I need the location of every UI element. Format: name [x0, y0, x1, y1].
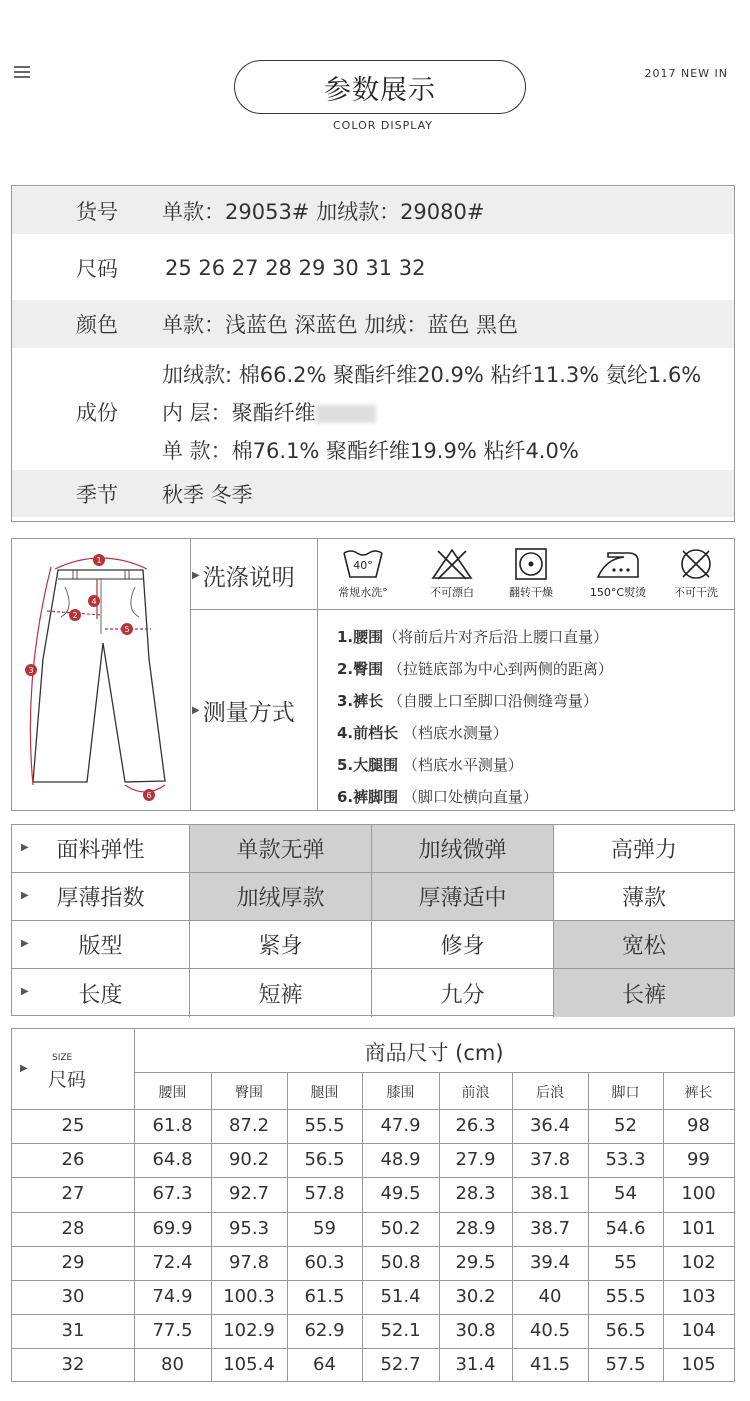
measure-item: 5.大腿围 （档底水平测量） [337, 756, 523, 774]
size-cell: 64.8 [152, 1149, 193, 1171]
attribute-option: 厚薄适中 [372, 873, 554, 921]
size-row-label: 30 [61, 1286, 85, 1307]
size-cell: 72.4 [152, 1251, 193, 1273]
size-column-header: 脚口 [611, 1085, 640, 1101]
attribute-label: ▶ 面料弹性 [12, 825, 190, 873]
no-dry-clean-icon [674, 547, 718, 581]
attribute-option: 单款无弹 [190, 825, 372, 873]
info-row-sku [12, 187, 734, 234]
attribute-row [12, 969, 734, 1017]
size-row-label: 25 [61, 1115, 85, 1136]
size-cell: 59 [313, 1217, 336, 1239]
measure-item: 1.腰围（将前后片对齐后沿上腰口直量） [337, 628, 609, 646]
new-in-badge: 2017 NEW IN [644, 67, 728, 80]
size-cell: 29.5 [455, 1251, 496, 1273]
size-table [11, 1028, 735, 1382]
page-subtitle: COLOR DISPLAY [333, 119, 433, 132]
info-row-size [12, 243, 734, 293]
attribute-row [12, 825, 734, 873]
measure-item: 6.裤脚围 （脚口处横向直量） [337, 788, 538, 806]
size-column-header: 臀围 [235, 1085, 263, 1101]
attribute-label: ▶ 厚薄指数 [12, 873, 190, 921]
size-cell: 102 [681, 1251, 716, 1273]
size-cell: 30.8 [455, 1320, 496, 1342]
size-cell: 38.1 [529, 1183, 571, 1205]
size-cell: 55.5 [605, 1286, 646, 1307]
attribute-option: 短裤 [190, 969, 372, 1017]
attribute-row [12, 921, 734, 969]
size-cell: 56.5 [304, 1149, 345, 1171]
wash-label: 不可干洗 [674, 586, 718, 599]
diagram-mark: 4 [91, 597, 97, 606]
composition-line: 加绒款: 棉66.2% 聚酯纤维20.9% 粘纤11.3% 氨纶1.6% [162, 363, 702, 387]
size-cell: 61.5 [304, 1286, 345, 1307]
care-measure-box [11, 538, 735, 811]
size-column-header: 腿围 [310, 1085, 339, 1101]
size-cell: 105 [681, 1354, 716, 1376]
size-cell: 55.5 [304, 1115, 345, 1136]
size-cell: 40.5 [529, 1320, 571, 1342]
size-cell: 95.3 [228, 1217, 270, 1239]
care-item-no-dry-clean [650, 547, 742, 600]
size-label: 尺码 [48, 1069, 87, 1091]
triangle-icon: ▶ [192, 705, 200, 716]
size-cell: 87.2 [228, 1115, 270, 1136]
size-cell: 60.3 [304, 1251, 345, 1273]
size-cell: 101 [681, 1217, 716, 1239]
size-cell: 67.3 [152, 1183, 193, 1205]
size-cell: 57.5 [605, 1354, 646, 1376]
size-cell: 53.3 [605, 1149, 646, 1171]
size-cell: 80 [161, 1354, 184, 1376]
composition-lines [162, 356, 701, 470]
attribute-grid [11, 824, 735, 1016]
info-label: 货号 [76, 199, 118, 224]
size-cell: 27.9 [455, 1149, 496, 1171]
size-cell: 99 [687, 1149, 710, 1171]
size-cell: 69.9 [152, 1217, 193, 1239]
pants-diagram [13, 539, 189, 810]
size-cell: 37.8 [529, 1149, 571, 1171]
wash-label: 150°C熨烫 [589, 586, 647, 599]
size-cell: 74.9 [152, 1286, 193, 1307]
measure-item: 3.裤长 （自腰上口至脚口沿侧缝弯量） [337, 692, 598, 710]
size-cell: 51.4 [380, 1286, 421, 1307]
size-row-label: 27 [61, 1183, 85, 1205]
size-cell: 52.7 [380, 1354, 421, 1376]
size-cell: 39.4 [529, 1251, 571, 1273]
triangle-icon: ▶ [21, 842, 29, 853]
size-column-header: 裤长 [684, 1085, 713, 1101]
size-cell: 28.3 [455, 1183, 496, 1205]
size-row-label: 26 [61, 1149, 85, 1171]
wash-tub-icon [341, 547, 385, 581]
triangle-icon: ▶ [21, 938, 29, 949]
size-cell: 41.5 [529, 1354, 571, 1376]
measure-list [337, 621, 613, 813]
info-value: 秋季 冬季 [162, 482, 253, 507]
info-value: 25 26 27 28 29 30 31 32 [165, 256, 426, 280]
product-info-table [11, 185, 735, 522]
size-column-header: 腰围 [158, 1085, 187, 1101]
size-cell: 56.5 [605, 1320, 646, 1342]
wash-label: 不可漂白 [430, 586, 474, 599]
measure-item: 4.前档长 （档底水测量） [337, 724, 508, 742]
attribute-option: 薄款 [554, 873, 734, 921]
care-item-tumble-dry [485, 547, 577, 600]
size-cell: 92.7 [228, 1183, 270, 1205]
size-cell: 52.1 [380, 1320, 421, 1342]
diagram-mark: 3 [28, 666, 34, 675]
info-label: 季节 [76, 482, 118, 507]
blurred-text [316, 405, 376, 423]
diagram-mark: 2 [72, 611, 78, 620]
info-label: 成份 [76, 401, 118, 425]
triangle-icon: ▶ [21, 890, 29, 901]
svg-text:40°: 40° [353, 559, 373, 572]
size-cell: 103 [681, 1286, 716, 1307]
size-cell: 100.3 [223, 1286, 275, 1307]
attribute-label: ▶ 长度 [12, 969, 190, 1017]
size-cell: 77.5 [152, 1320, 193, 1342]
size-row-label: 32 [61, 1354, 85, 1376]
size-cell: 90.2 [228, 1149, 270, 1171]
size-cell: 47.9 [380, 1115, 421, 1136]
attribute-option: 高弹力 [554, 825, 734, 873]
attribute-option: 修身 [372, 921, 554, 969]
size-cell: 61.8 [152, 1115, 193, 1136]
size-cell: 40 [538, 1286, 562, 1307]
triangle-icon: ▶ [20, 1063, 28, 1074]
size-cell: 100 [681, 1183, 716, 1205]
size-column-header: 前浪 [461, 1085, 490, 1101]
measure-method-heading: ▶ 测量方式 [192, 700, 295, 726]
tumble-dry-icon [509, 547, 553, 581]
size-column-header: 后浪 [536, 1085, 564, 1101]
size-cell: 55 [614, 1251, 637, 1273]
composition-line: 单 款：棉76.1% 聚酯纤维19.9% 粘纤4.0% [162, 439, 579, 463]
size-cell: 64 [313, 1354, 336, 1376]
size-label-en: SIZE [52, 1053, 73, 1063]
info-row-season [12, 470, 734, 517]
size-cell: 54 [614, 1183, 637, 1205]
size-row-label: 31 [61, 1320, 85, 1342]
attribute-label: ▶ 版型 [12, 921, 190, 969]
diagram-mark: 5 [124, 625, 130, 634]
attribute-option: 加绒微弹 [372, 825, 554, 873]
attribute-option: 加绒厚款 [190, 873, 372, 921]
info-value: 单款：29053# 加绒款：29080# [162, 199, 485, 224]
size-cell: 62.9 [304, 1320, 345, 1342]
triangle-icon: ▶ [21, 986, 29, 997]
size-column-header: 膝围 [386, 1085, 415, 1101]
size-cell: 97.8 [228, 1251, 270, 1273]
menu-icon[interactable] [14, 66, 30, 80]
wash-instructions-heading: ▶ 洗涤说明 [192, 565, 295, 591]
iron-icon [594, 547, 642, 581]
size-cell: 31.4 [455, 1354, 496, 1376]
size-cell: 98 [687, 1115, 710, 1136]
size-cell: 26.3 [455, 1115, 496, 1136]
composition-line-inner: 内 层：聚酯纤维 [162, 394, 701, 432]
care-item-wash [317, 547, 409, 600]
attribute-option: 紧身 [190, 921, 372, 969]
attribute-option: 九分 [372, 969, 554, 1017]
wash-label: 常规水洗° [338, 586, 388, 599]
size-cell: 28.9 [455, 1217, 496, 1239]
size-cell: 54.6 [605, 1217, 646, 1239]
wash-label: 翻转干燥 [509, 586, 553, 599]
attribute-row [12, 873, 734, 921]
info-label: 尺码 [76, 257, 118, 281]
size-cell: 105.4 [223, 1354, 275, 1376]
size-cell: 48.9 [380, 1149, 421, 1171]
size-cell: 50.2 [380, 1217, 421, 1239]
size-row-label: 28 [61, 1217, 85, 1239]
size-cell: 38.7 [529, 1217, 571, 1239]
info-row-color [12, 300, 734, 348]
size-cell: 50.8 [380, 1251, 421, 1273]
no-bleach-icon [430, 547, 474, 581]
size-row-label: 29 [61, 1251, 85, 1273]
size-cell: 36.4 [529, 1115, 571, 1136]
info-label: 颜色 [76, 313, 118, 337]
page-title: 参数展示 [234, 60, 526, 114]
size-cell: 104 [681, 1320, 716, 1342]
attribute-option: 宽松 [554, 921, 734, 969]
info-value: 单款：浅蓝色 深蓝色 加绒：蓝色 黑色 [162, 313, 519, 337]
size-table-title: 商品尺寸 (cm) [364, 1041, 504, 1065]
measure-item: 2.臀围 （拉链底部为中心到两侧的距离） [337, 660, 613, 678]
triangle-icon: ▶ [192, 570, 200, 581]
size-cell: 57.8 [304, 1183, 345, 1205]
diagram-mark: 1 [96, 556, 102, 565]
size-cell: 49.5 [380, 1183, 421, 1205]
size-cell: 52 [614, 1115, 637, 1136]
size-cell: 30.2 [455, 1286, 496, 1307]
attribute-option: 长裤 [554, 969, 734, 1017]
size-cell: 102.9 [223, 1320, 275, 1342]
diagram-mark: 6 [146, 791, 152, 800]
